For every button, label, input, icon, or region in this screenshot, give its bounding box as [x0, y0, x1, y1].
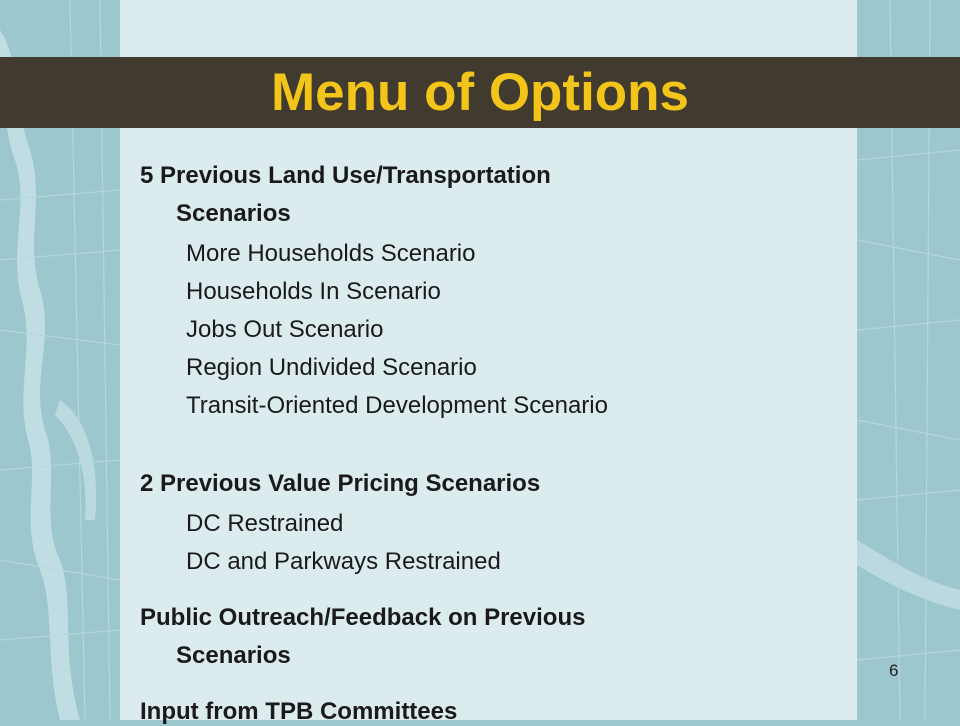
list-item: DC and Parkways Restrained	[186, 548, 501, 575]
list-item: Households In Scenario	[186, 278, 441, 305]
list-item: More Households Scenario	[186, 240, 476, 267]
page-number: 6	[889, 661, 899, 680]
list-item: DC Restrained	[186, 510, 344, 537]
section-heading-continued: Scenarios	[176, 642, 291, 669]
slide-title: Menu of Options	[270, 63, 690, 122]
list-item: Transit-Oriented Development Scenario	[186, 392, 608, 419]
section-heading-continued: Scenarios	[176, 200, 291, 227]
list-item: Region Undivided Scenario	[186, 354, 477, 381]
section-heading: Public Outreach/Feedback on Previous	[140, 604, 586, 631]
list-item: Jobs Out Scenario	[186, 316, 384, 343]
section-heading: Input from TPB Committees	[140, 698, 458, 725]
section-heading: 5 Previous Land Use/Transportation	[140, 162, 551, 189]
section-heading: 2 Previous Value Pricing Scenarios	[140, 470, 541, 497]
